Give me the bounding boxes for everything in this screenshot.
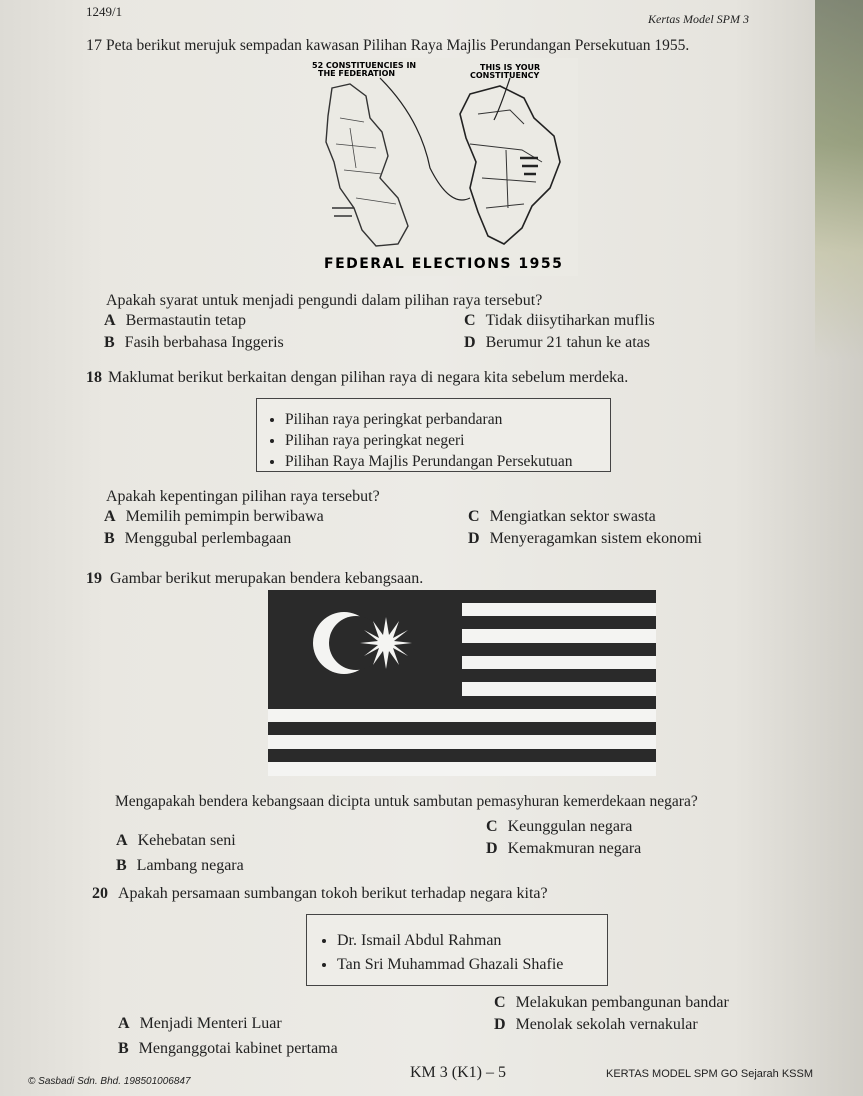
- q19-question: Mengapakah bendera kebangsaan dicipta untuk sambutan pemasyhuran kemerdekaan negara?: [115, 793, 698, 810]
- q18-question: Apakah kepentingan pilihan raya tersebut?: [106, 488, 380, 505]
- q17-option-d: D Berumur 21 tahun ke atas: [464, 334, 650, 351]
- map-caption: FEDERAL ELECTIONS 1955: [324, 256, 564, 272]
- q18-stem: Maklumat berikut berkaitan dengan pilihan raya di negara kita sebelum merdeka.: [108, 369, 629, 386]
- q17-option-c: C Tidak diisytiharkan muflis: [464, 312, 655, 329]
- q19-option-b: B Lambang negara: [116, 857, 244, 874]
- q18-bullet-3: • Pilihan Raya Majlis Perundangan Persekutuan: [285, 451, 610, 472]
- q17-question: Apakah syarat untuk menjadi pengundi dalam pilihan raya tersebut?: [106, 292, 543, 309]
- q20-option-a: A Menjadi Menteri Luar: [118, 1015, 282, 1032]
- q18-option-c: C Mengiatkan sektor swasta: [468, 508, 656, 525]
- q20-number: 20: [92, 885, 108, 902]
- q20-option-b: B Menganggotai kabinet pertama: [118, 1040, 338, 1057]
- q18-bullet-2: • Pilihan raya peringkat negeri: [285, 430, 610, 451]
- q18-option-b: B Menggubal perlembagaan: [104, 530, 292, 547]
- q18-option-a: A Memilih pemimpin berwibawa: [104, 508, 324, 525]
- map-label-left: 52 CONSTITUENCIES IN THE FEDERATION: [312, 61, 417, 78]
- q17-option-a: A Bermastautin tetap: [104, 312, 246, 329]
- q19-option-a: A Kehebatan seni: [116, 832, 236, 849]
- election-map: [310, 58, 578, 276]
- series-footer: KERTAS MODEL SPM GO Sejarah KSSM: [606, 1068, 814, 1080]
- q19-option-d: D Kemakmuran negara: [486, 840, 642, 857]
- q18-option-d: D Menyeragamkan sistem ekonomi: [468, 530, 702, 547]
- malaysia-flag: [268, 590, 656, 776]
- series-header: Kertas Model SPM 3: [648, 12, 749, 26]
- q18-bullet-1: • Pilihan raya peringkat perbandaran: [285, 409, 610, 430]
- page-number: KM 3 (K1) – 5: [410, 1064, 506, 1081]
- q17-number: 17: [86, 37, 102, 54]
- map-label-right: THIS IS YOUR CONSTITUENCY: [470, 63, 541, 80]
- paper-code: 1249/1: [86, 4, 123, 19]
- q17-stem: Peta berikut merujuk sempadan kawasan Pilihan Raya Majlis Perundangan Persekutuan 1955.: [106, 37, 690, 54]
- q20-bullet-2: • Tan Sri Muhammad Ghazali Shafie: [337, 953, 607, 977]
- q20-info-box: [306, 914, 608, 986]
- q17-option-b: B Fasih berbahasa Inggeris: [104, 334, 284, 351]
- q20-stem: Apakah persamaan sumbangan tokoh berikut terhadap negara kita?: [118, 885, 548, 902]
- background-edge: [815, 0, 863, 360]
- q19-stem: Gambar berikut merupakan bendera kebangsaan.: [110, 570, 424, 587]
- q19-option-c: C Keunggulan negara: [486, 818, 633, 835]
- q20-option-d: D Menolak sekolah vernakular: [494, 1016, 698, 1033]
- q20-bullet-1: • Dr. Ismail Abdul Rahman: [337, 929, 607, 953]
- q18-info-box: [256, 398, 611, 472]
- q18-number: 18: [86, 369, 102, 386]
- q20-option-c: C Melakukan pembangunan bandar: [494, 994, 729, 1011]
- copyright: © Sasbadi Sdn. Bhd. 198501006847: [28, 1076, 191, 1087]
- q19-number: 19: [86, 570, 102, 587]
